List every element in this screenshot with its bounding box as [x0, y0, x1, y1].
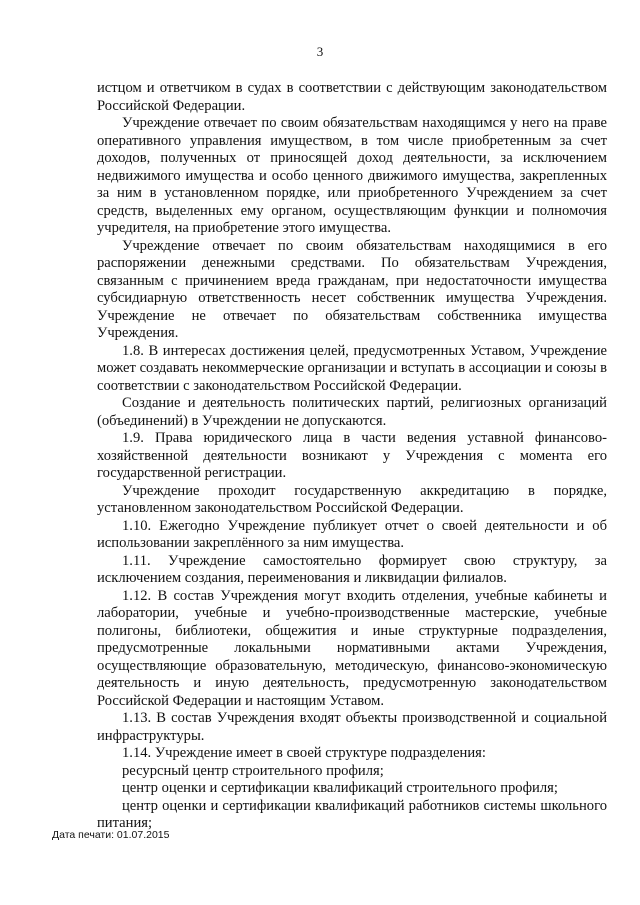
- print-date-footer: Дата печати: 01.07.2015: [52, 829, 170, 841]
- paragraph: Учреждение отвечает по своим обязательствам находящимися в его распоряжении денежными средствами. По обязательствам Учреждения, связанным с причинением вреда гражданам, при недостаточности имущества субсидиарную ответственность несет собственник имущества Учреждения. Учреждение не отвечает по обязательствам собственника имущества Учреждения.: [97, 237, 607, 341]
- paragraph: 1.8. В интересах достижения целей, предусмотренных Уставом, Учреждение может создавать некоммерческие организации и вступать в ассоциации и союзы в соответствии с законодательством Российской Федерации.: [97, 342, 607, 394]
- page-number: 3: [316, 44, 324, 59]
- paragraph: 1.12. В состав Учреждения могут входить отделения, учебные кабинеты и лаборатории, учебные и учебно-производственные мастерские, учебные полигоны, библиотеки, общежития и иные структурные подразделения, предусмотренные локальными нормативными актами Учреждения, осуществляющие образовательную, методическую, финансово-экономическую деятельность и иную деятельность, предусмотренную законодательством Российской Федерации и настоящим Уставом.: [97, 587, 607, 709]
- paragraph: истцом и ответчиком в судах в соответствии с действующим законодательством Российской Федерации.: [97, 80, 607, 114]
- paragraph: Учреждение проходит государственную аккредитацию в порядке, установленном законодательством Российской Федерации.: [97, 482, 607, 516]
- paragraph: 1.13. В состав Учреждения входят объекты производственной и социальной инфраструктуры.: [97, 710, 607, 744]
- document-body: [97, 80, 607, 833]
- paragraph: 1.14. Учреждение имеет в своей структуре подразделения:: [122, 745, 486, 761]
- paragraph: Учреждение отвечает по своим обязательствам находящимся у него на праве оперативного управления имуществом, в том числе приобретенным за счет доходов, полученных от приносящей доход деятельности, за исключением недвижимого имущества и особо ценного движимого имущества, закрепленных за ним в установленном порядке, или приобретенного Учреждением за счет средств, выделенных ему органом, осуществляющим функции и полномочия учредителя, на приобретение этого имущества.: [97, 115, 607, 236]
- paragraph: 1.11. Учреждение самостоятельно формирует свою структуру, за исключением создания, переименования и ликвидации филиалов.: [97, 552, 607, 586]
- list-item: центр оценки и сертификации квалификаций работников системы школьного питания;: [97, 797, 607, 831]
- list-item: центр оценки и сертификации квалификаций строительного профиля;: [122, 780, 558, 796]
- list-item: ресурсный центр строительного профиля;: [122, 762, 384, 779]
- paragraph: 1.9. Права юридического лица в части ведения уставной финансово-хозяйственной деятельности возникают у Учреждения с момента его государственной регистрации.: [97, 430, 607, 481]
- paragraph: Создание и деятельность политических партий, религиозных организаций (объединений) в Учреждении не допускаются.: [97, 395, 607, 429]
- paragraph: 1.10. Ежегодно Учреждение публикует отчет о своей деятельности и об использовании закреплённого за ним имущества.: [97, 517, 607, 551]
